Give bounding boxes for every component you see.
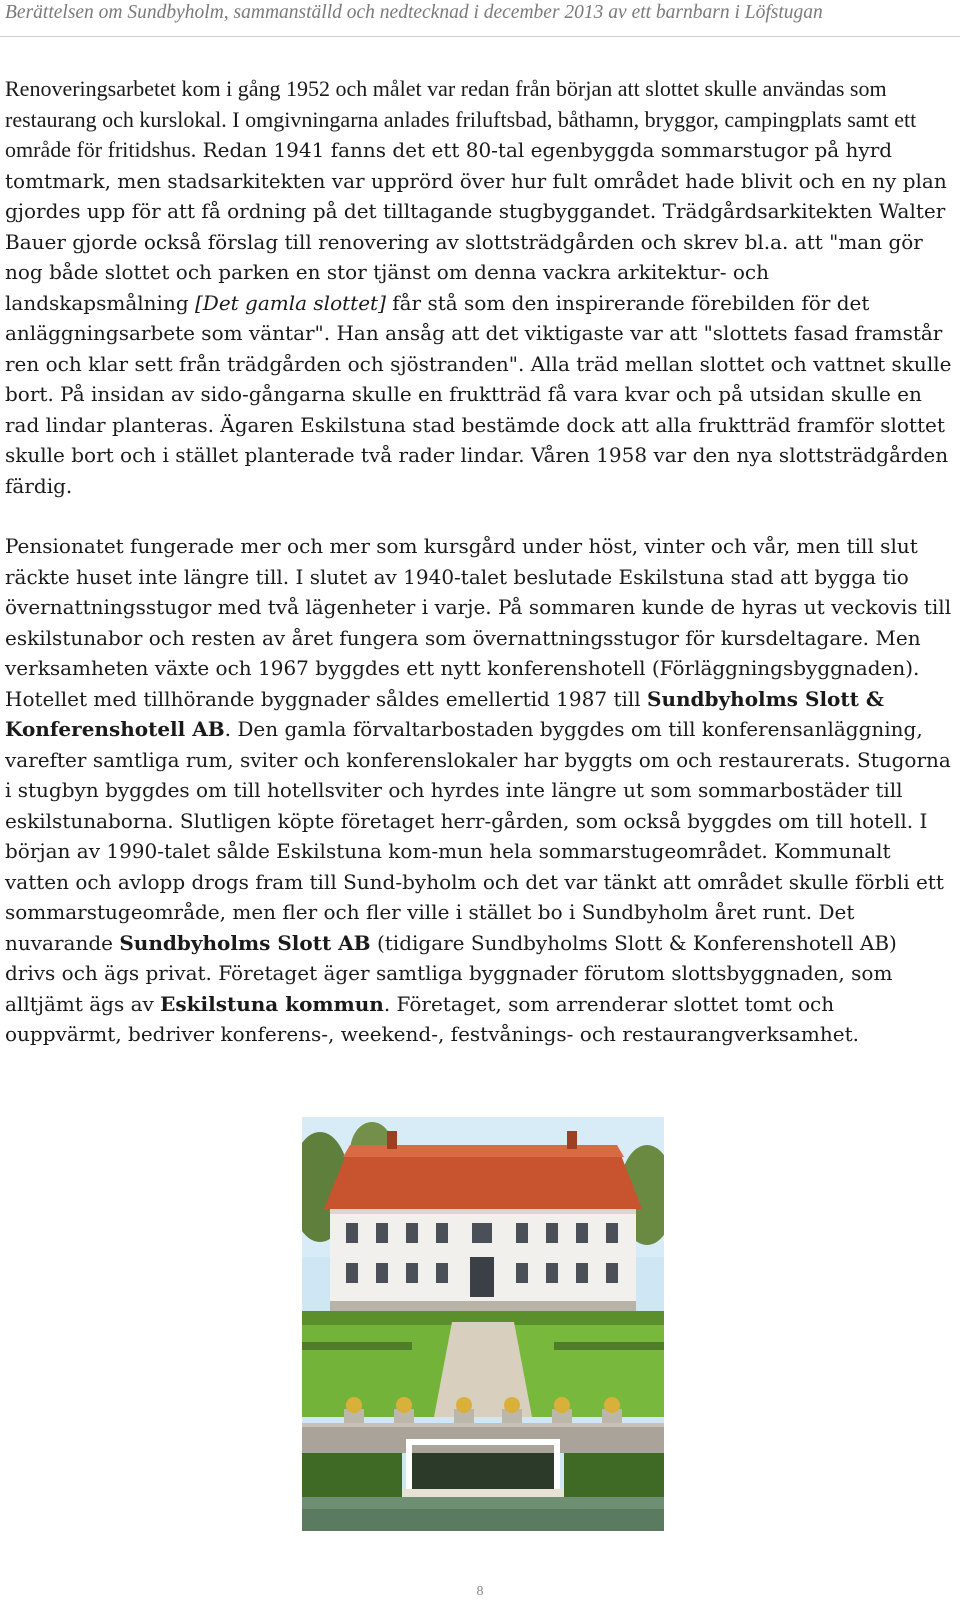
paragraph-1-sentence-1: Renoveringsarbetet kom i gång 1952 och målet var redan från början att slottet skulle användas som restaurang och kurslokal. I omgivningarna anlades friluftsbad, båthamn, bryggor, campingplats samt ett område för fritidshus. (5, 76, 917, 162)
jetty-railing (406, 1439, 560, 1445)
running-header: Berättelsen om Sundbyholm, sammanställd och nedtecknad i december 2013 av ett barnbarn i Löfstugan (5, 2, 823, 23)
paragraph-2-text-2: . Den gamla förvaltarbostaden byggdes om till konferensanläggning, varefter samtliga rum, sviter och konferenslokaler har byggts om och restaurerats. Stugorna i stugbyn byggdes om till hotellsviter och hyrdes inte längre ut som sommarbostäder till eskilstunaborna. Slutligen köpte företaget herr-gården, som också byggdes om till hotell. I början av 1990-talet sålde Eskilstuna kom-mun hela sommarstugeområdet. Kommunalt vatten och avlopp drogs fram till Sund-byholm och det var tänkt att området skulle förbli ett sommarstugeområde, men fler och fler ville i stället bo i Sundbyholm året runt. Det nuvarande (5, 717, 951, 955)
chimney (387, 1131, 397, 1149)
paragraph-pensionatet (5, 531, 953, 1050)
paragraph-1-text-4: får stå som den inspirerande förebilden för det anläggningsarbete som väntar". Han ansåg att det viktigaste var att "slottets fasad framstår ren och klar sett från trädgården och sjöstranden". Alla träd mellan slottet och vattnet skulle bort. På insidan av sido-gångarna skulle en fruktträd få vara kvar och på utsidan skulle en rad lindar planteras. Ägaren Eskilstuna stad bestämde dock att alla fruktträd framför slottet skulle bort och i stället planterade två rader lindar. Våren 1958 var den nya slottsträdgården färdig. (5, 290, 952, 498)
company-name-bold-1: Sundbyholms Slott & Konferenshotell AB (5, 686, 884, 741)
paragraph-2-text-1: Pensionatet fungerade mer och mer som kursgård under höst, vinter och vår, men till slut räckte huset inte längre till. I slutet av 1940-talet beslutade Eskilstuna stad att bygga tio övernattningsstugor med två lägenheter i varje. På sommaren kunde de hyras ut veckovis till eskilstunabor och resten av året fungera som övernattningsstugor för kursdeltagare. Men verksamheten växte och 1967 byggdes ett nytt konferenshotell (Förläggningsbyggnaden). Hotellet med tillhörande byggnader såldes emellertid 1987 till (5, 534, 952, 711)
stone-wall (302, 1423, 664, 1453)
page-number: 8 (476, 1584, 484, 1599)
castle-door (470, 1257, 494, 1297)
body-text (5, 74, 953, 1050)
paragraph-2-text-4: . Företaget, som arrenderar slottet tomt och ouppvärmt, bedriver konferens-, weekend-, festvånings- och restaurangverksamhet. (5, 991, 860, 1046)
company-name-bold-2: Sundbyholms Slott AB (119, 930, 371, 955)
paragraph-1-italic-insert: [Det gamla slottet] (194, 290, 386, 315)
paragraph-2-text-3: (tidigare Sundbyholms Slott & Konferenshotell AB) drivs och ägs privat. Företaget äger samtliga byggnader förutom slottsbyggnaden, som alltjämt ägs av (5, 930, 897, 1016)
paragraph-renovation (5, 74, 953, 501)
jetty-deck (402, 1489, 564, 1497)
castle-photo-icon (302, 1117, 664, 1531)
lawn-left (302, 1322, 452, 1417)
municipality-name-bold: Eskilstuna kommun (160, 991, 384, 1016)
castle-photo (302, 1117, 664, 1531)
lawn-right (514, 1322, 664, 1417)
paragraph-1-text-2: Redan 1941 fanns det ett 80-tal egenbyggda sommarstugor på hyrd tomtmark, men stadsarkitekten var upprörd över hur fult området hade blivit och en ny plan gjordes upp för att få ordning på det tilltagande stugbyggandet. Trädgårdsarkitekten Walter Bauer gjorde också förslag till renovering av slottsträdgården och skrev bl.a. att "man gör nog både slottet och parken en stor tjänst om denna vackra arkitektur- och landskapsmålning (5, 138, 947, 315)
header-divider (0, 36, 960, 37)
